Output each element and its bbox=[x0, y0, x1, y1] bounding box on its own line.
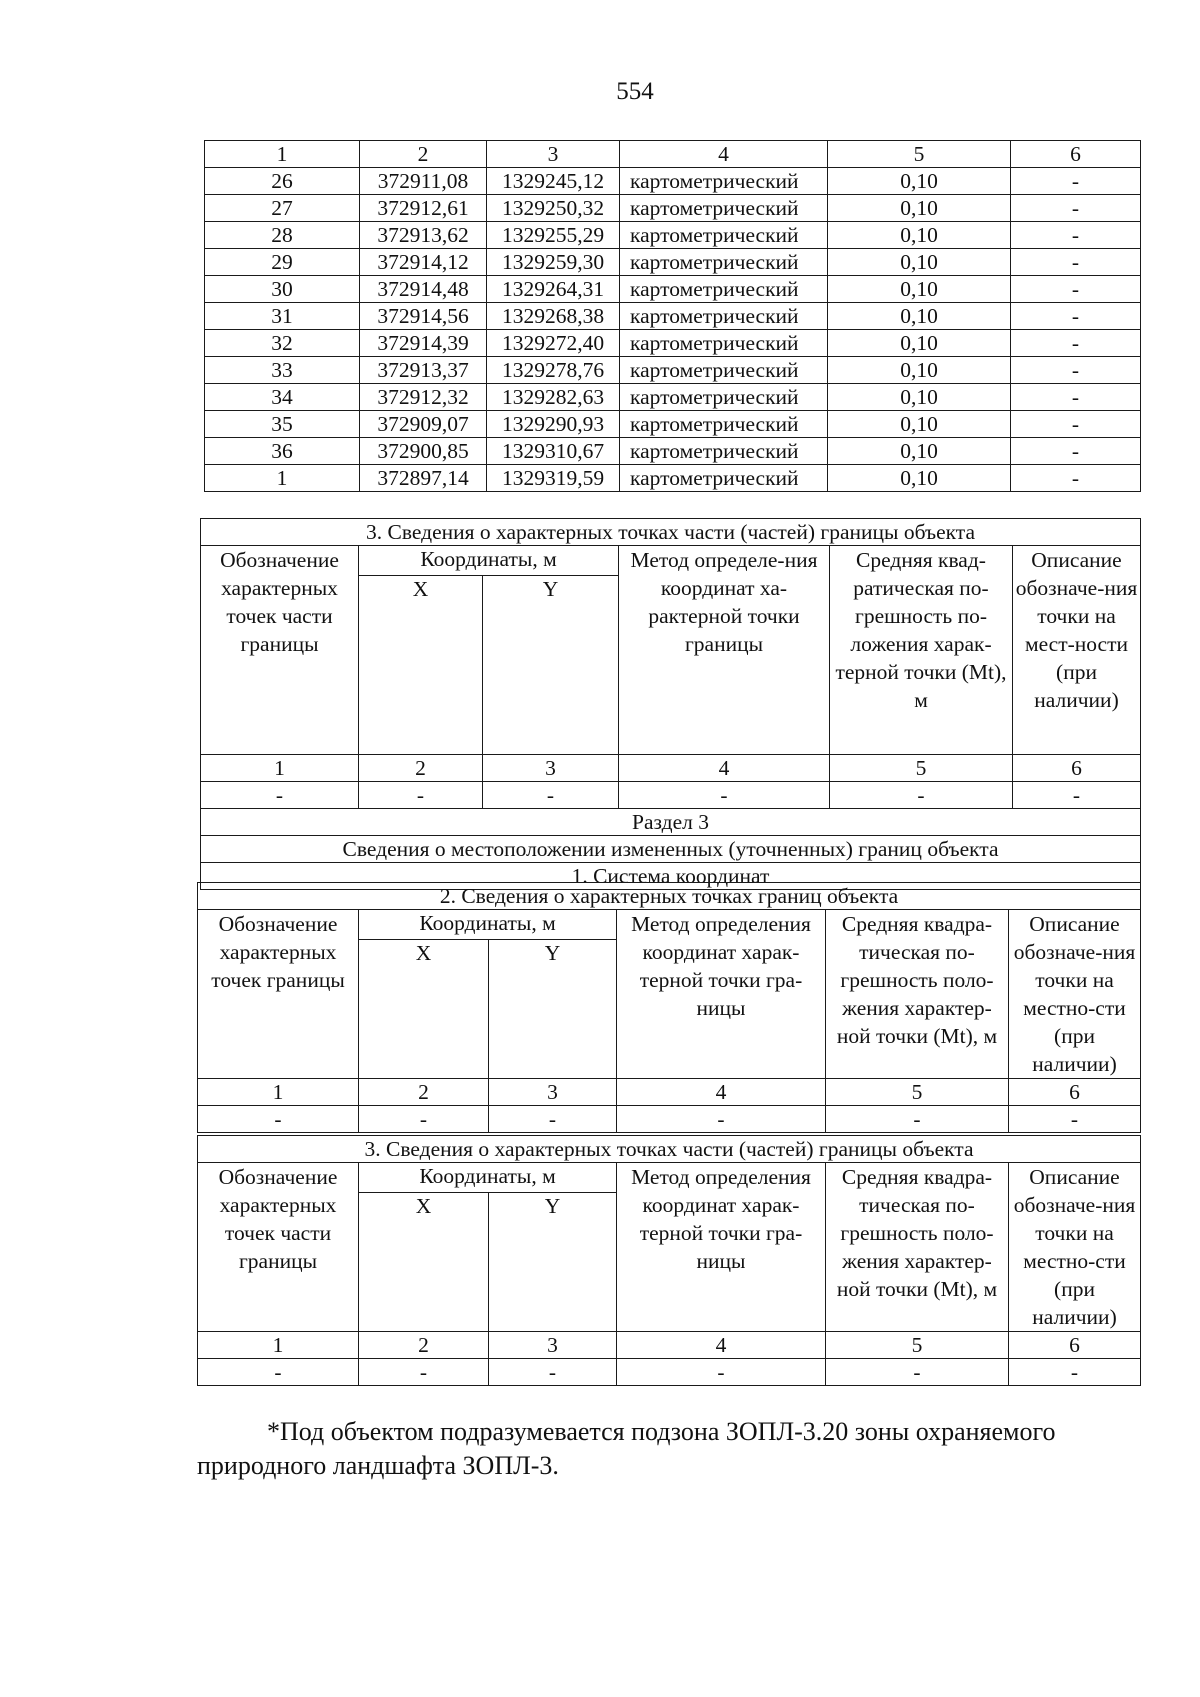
mean-error-cell: 0,10 bbox=[828, 465, 1011, 492]
header-point: Обозначение характерных точек части границы bbox=[198, 1163, 359, 1332]
method-cell: картометрический bbox=[620, 384, 828, 411]
empty-cell: - bbox=[617, 1359, 826, 1386]
method-cell: картометрический bbox=[620, 411, 828, 438]
table-row bbox=[205, 303, 1141, 330]
col-num-3: 3 bbox=[483, 755, 619, 782]
empty-cell: - bbox=[359, 1359, 489, 1386]
table-row bbox=[205, 330, 1141, 357]
header-x: X bbox=[359, 576, 483, 755]
col-num-5: 5 bbox=[830, 755, 1013, 782]
x-coordinate-cell: 372914,12 bbox=[360, 249, 487, 276]
col-num-4: 4 bbox=[617, 1332, 826, 1359]
header-mt: Средняя квадра-тическая по-грешность поло-жения характер-ной точки (Mt), м bbox=[826, 910, 1009, 1079]
header-mt: Средняя квадра-тическая по-грешность поло-жения характер-ной точки (Mt), м bbox=[826, 1163, 1009, 1332]
y-coordinate-cell: 1329259,30 bbox=[487, 249, 620, 276]
description-cell: - bbox=[1011, 303, 1141, 330]
y-coordinate-cell: 1329245,12 bbox=[487, 168, 620, 195]
header-description: Описание обозначе-ния точки на мест-ности (при наличии) bbox=[1013, 546, 1141, 755]
point-number-cell: 1 bbox=[205, 465, 360, 492]
y-coordinate-cell: 1329310,67 bbox=[487, 438, 620, 465]
description-cell: - bbox=[1011, 168, 1141, 195]
header-point: Обозначение характерных точек границы bbox=[198, 910, 359, 1079]
y-coordinate-cell: 1329278,76 bbox=[487, 357, 620, 384]
column-number-row bbox=[205, 141, 1141, 168]
column-number-row bbox=[201, 755, 1141, 782]
table-row bbox=[205, 249, 1141, 276]
empty-cell: - bbox=[359, 1106, 489, 1133]
empty-row bbox=[201, 782, 1141, 809]
col-num-4: 4 bbox=[620, 141, 828, 168]
col-num-1: 1 bbox=[198, 1332, 359, 1359]
header-method: Метод определе-ния координат ха-рактерной точки границы bbox=[619, 546, 830, 755]
col-num-1: 1 bbox=[205, 141, 360, 168]
mean-error-cell: 0,10 bbox=[828, 168, 1011, 195]
col-num-5: 5 bbox=[826, 1332, 1009, 1359]
coordinate-rows bbox=[205, 168, 1141, 492]
table-row bbox=[205, 411, 1141, 438]
y-coordinate-cell: 1329319,59 bbox=[487, 465, 620, 492]
description-cell: - bbox=[1011, 438, 1141, 465]
col-num-6: 6 bbox=[1009, 1332, 1141, 1359]
empty-cell: - bbox=[617, 1106, 826, 1133]
table-row bbox=[205, 384, 1141, 411]
header-x: X bbox=[359, 940, 489, 1079]
col-num-2: 2 bbox=[359, 755, 483, 782]
mean-error-cell: 0,10 bbox=[828, 384, 1011, 411]
empty-cell: - bbox=[1009, 1106, 1141, 1133]
table-row bbox=[205, 195, 1141, 222]
col-num-6: 6 bbox=[1009, 1079, 1141, 1106]
point-number-cell: 36 bbox=[205, 438, 360, 465]
method-cell: картометрический bbox=[620, 465, 828, 492]
empty-cell: - bbox=[1013, 782, 1141, 809]
header-coordinates: Координаты, м bbox=[359, 546, 619, 576]
col-num-3: 3 bbox=[489, 1079, 617, 1106]
description-cell: - bbox=[1011, 411, 1141, 438]
empty-cell: - bbox=[201, 782, 359, 809]
x-coordinate-cell: 372912,32 bbox=[360, 384, 487, 411]
col-num-2: 2 bbox=[359, 1332, 489, 1359]
y-coordinate-cell: 1329282,63 bbox=[487, 384, 620, 411]
point-number-cell: 31 bbox=[205, 303, 360, 330]
parts-table-2 bbox=[197, 1135, 1141, 1386]
col-num-1: 1 bbox=[201, 755, 359, 782]
table-row bbox=[205, 465, 1141, 492]
description-cell: - bbox=[1011, 249, 1141, 276]
method-cell: картометрический bbox=[620, 330, 828, 357]
empty-row bbox=[198, 1359, 1141, 1386]
x-coordinate-cell: 372897,14 bbox=[360, 465, 487, 492]
x-coordinate-cell: 372914,48 bbox=[360, 276, 487, 303]
point-number-cell: 26 bbox=[205, 168, 360, 195]
col-num-5: 5 bbox=[826, 1079, 1009, 1106]
section-title: 3. Сведения о характерных точках части (частей) границы объекта bbox=[201, 519, 1141, 546]
table-row bbox=[205, 222, 1141, 249]
description-cell: - bbox=[1011, 465, 1141, 492]
points-table bbox=[197, 882, 1141, 1133]
col-num-5: 5 bbox=[828, 141, 1011, 168]
coordinates-table bbox=[204, 140, 1141, 492]
point-number-cell: 35 bbox=[205, 411, 360, 438]
method-cell: картометрический bbox=[620, 249, 828, 276]
y-coordinate-cell: 1329255,29 bbox=[487, 222, 620, 249]
method-cell: картометрический bbox=[620, 438, 828, 465]
razdel-subtitle: Сведения о местоположении измененных (уточненных) границ объекта bbox=[201, 836, 1141, 863]
point-number-cell: 32 bbox=[205, 330, 360, 357]
section-title: 3. Сведения о характерных точках части (частей) границы объекта bbox=[198, 1136, 1141, 1163]
empty-cell: - bbox=[619, 782, 830, 809]
description-cell: - bbox=[1011, 222, 1141, 249]
description-cell: - bbox=[1011, 384, 1141, 411]
description-cell: - bbox=[1011, 357, 1141, 384]
header-coordinates: Координаты, м bbox=[359, 910, 617, 940]
col-num-1: 1 bbox=[198, 1079, 359, 1106]
empty-cell: - bbox=[826, 1359, 1009, 1386]
header-coordinates: Координаты, м bbox=[359, 1163, 617, 1193]
col-num-2: 2 bbox=[360, 141, 487, 168]
col-num-6: 6 bbox=[1011, 141, 1141, 168]
header-y: Y bbox=[489, 1193, 617, 1332]
y-coordinate-cell: 1329250,32 bbox=[487, 195, 620, 222]
x-coordinate-cell: 372909,07 bbox=[360, 411, 487, 438]
y-coordinate-cell: 1329268,38 bbox=[487, 303, 620, 330]
empty-cell: - bbox=[1009, 1359, 1141, 1386]
mean-error-cell: 0,10 bbox=[828, 438, 1011, 465]
coordinate-system: 1. Система координат bbox=[201, 863, 1141, 890]
y-coordinate-cell: 1329290,93 bbox=[487, 411, 620, 438]
razdel-title: Раздел 3 bbox=[201, 809, 1141, 836]
method-cell: картометрический bbox=[620, 276, 828, 303]
table-row bbox=[205, 438, 1141, 465]
footnote-line-1: *Под объектом подразумевается подзона ЗОПЛ-3.20 зоны охраняемого bbox=[267, 1417, 1056, 1446]
column-number-row bbox=[198, 1332, 1141, 1359]
col-num-4: 4 bbox=[617, 1079, 826, 1106]
col-num-6: 6 bbox=[1013, 755, 1141, 782]
mean-error-cell: 0,10 bbox=[828, 222, 1011, 249]
table-row bbox=[205, 357, 1141, 384]
empty-cell: - bbox=[489, 1359, 617, 1386]
method-cell: картометрический bbox=[620, 357, 828, 384]
x-coordinate-cell: 372912,61 bbox=[360, 195, 487, 222]
method-cell: картометрический bbox=[620, 222, 828, 249]
x-coordinate-cell: 372914,39 bbox=[360, 330, 487, 357]
empty-cell: - bbox=[830, 782, 1013, 809]
mean-error-cell: 0,10 bbox=[828, 249, 1011, 276]
method-cell: картометрический bbox=[620, 195, 828, 222]
point-number-cell: 33 bbox=[205, 357, 360, 384]
table-row bbox=[205, 168, 1141, 195]
header-description: Описание обозначе-ния точки на местно-сти (при наличии) bbox=[1009, 1163, 1141, 1332]
point-number-cell: 28 bbox=[205, 222, 360, 249]
footnote-line-2: природного ландшафта ЗОПЛ-3. bbox=[197, 1451, 559, 1480]
y-coordinate-cell: 1329272,40 bbox=[487, 330, 620, 357]
col-num-3: 3 bbox=[489, 1332, 617, 1359]
header-point: Обозначение характерных точек части границы bbox=[201, 546, 359, 755]
mean-error-cell: 0,10 bbox=[828, 303, 1011, 330]
header-description: Описание обозначе-ния точки на местно-сти (при наличии) bbox=[1009, 910, 1141, 1079]
header-method: Метод определения координат харак-терной точки гра-ницы bbox=[617, 910, 826, 1079]
mean-error-cell: 0,10 bbox=[828, 330, 1011, 357]
empty-cell: - bbox=[198, 1359, 359, 1386]
table-row bbox=[205, 276, 1141, 303]
col-num-2: 2 bbox=[359, 1079, 489, 1106]
method-cell: картометрический bbox=[620, 303, 828, 330]
x-coordinate-cell: 372913,37 bbox=[360, 357, 487, 384]
point-number-cell: 27 bbox=[205, 195, 360, 222]
empty-cell: - bbox=[483, 782, 619, 809]
x-coordinate-cell: 372911,08 bbox=[360, 168, 487, 195]
empty-row bbox=[198, 1106, 1141, 1133]
footnote bbox=[197, 1415, 1139, 1483]
mean-error-cell: 0,10 bbox=[828, 276, 1011, 303]
x-coordinate-cell: 372913,62 bbox=[360, 222, 487, 249]
empty-cell: - bbox=[489, 1106, 617, 1133]
column-number-row bbox=[198, 1079, 1141, 1106]
point-number-cell: 30 bbox=[205, 276, 360, 303]
page-number: 554 bbox=[616, 78, 654, 105]
header-y: Y bbox=[483, 576, 619, 755]
y-coordinate-cell: 1329264,31 bbox=[487, 276, 620, 303]
point-number-cell: 34 bbox=[205, 384, 360, 411]
header-method: Метод определения координат харак-терной точки гра-ницы bbox=[617, 1163, 826, 1332]
header-y: Y bbox=[489, 940, 617, 1079]
mean-error-cell: 0,10 bbox=[828, 195, 1011, 222]
header-mt: Средняя квад-ратическая по-грешность по-ложения харак-терной точки (Mt), м bbox=[830, 546, 1013, 755]
method-cell: картометрический bbox=[620, 168, 828, 195]
empty-cell: - bbox=[198, 1106, 359, 1133]
col-num-3: 3 bbox=[487, 141, 620, 168]
x-coordinate-cell: 372914,56 bbox=[360, 303, 487, 330]
section-title: 2. Сведения о характерных точках границ объекта bbox=[198, 883, 1141, 910]
description-cell: - bbox=[1011, 276, 1141, 303]
header-x: X bbox=[359, 1193, 489, 1332]
mean-error-cell: 0,10 bbox=[828, 357, 1011, 384]
mean-error-cell: 0,10 bbox=[828, 411, 1011, 438]
empty-cell: - bbox=[359, 782, 483, 809]
x-coordinate-cell: 372900,85 bbox=[360, 438, 487, 465]
col-num-4: 4 bbox=[619, 755, 830, 782]
parts-table-1 bbox=[200, 518, 1141, 890]
description-cell: - bbox=[1011, 330, 1141, 357]
point-number-cell: 29 bbox=[205, 249, 360, 276]
description-cell: - bbox=[1011, 195, 1141, 222]
empty-cell: - bbox=[826, 1106, 1009, 1133]
